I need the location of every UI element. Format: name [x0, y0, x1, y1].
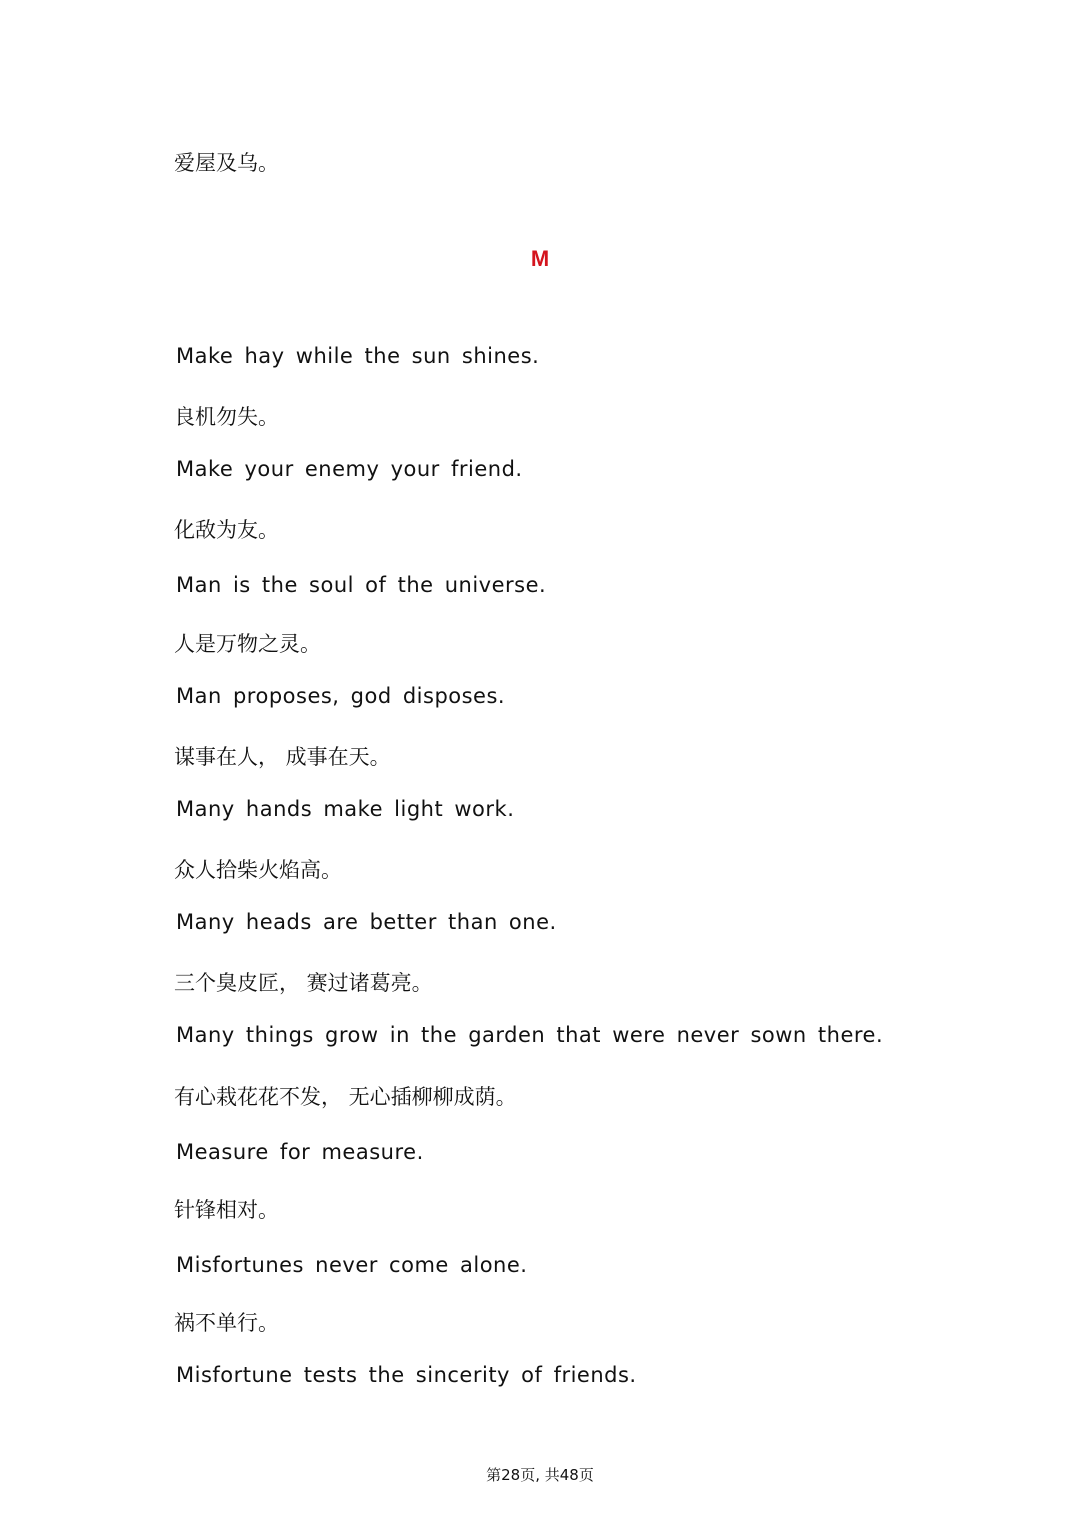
proverb-chinese-3: 人是万物之灵。: [174, 632, 321, 656]
proverb-chinese-7: 有心栽花花不发， 无心插柳柳成荫。: [174, 1085, 517, 1109]
proverb-english-5: Many hands make light work.: [176, 797, 515, 821]
proverb-chinese-2: 化敌为友。: [174, 518, 279, 542]
proverb-english-1: Make hay while the sun shines.: [176, 344, 540, 368]
section-heading-letter: M: [530, 246, 550, 271]
proverb-english-7: Many things grow in the garden that were never sown there.: [176, 1023, 884, 1047]
proverb-english-2: Make your enemy your friend.: [176, 457, 523, 481]
proverb-english-6: Many heads are better than one.: [176, 910, 557, 934]
proverb-english-8: Measure for measure.: [176, 1140, 424, 1164]
intro-chinese-proverb: 爱屋及乌。: [174, 151, 279, 175]
proverb-chinese-8: 针锋相对。: [174, 1198, 279, 1222]
proverb-english-4: Man proposes, god disposes.: [176, 684, 506, 708]
page-number-footer: 第28页, 共48页: [486, 1466, 594, 1484]
proverb-english-10: Misfortune tests the sincerity of friends.: [176, 1363, 637, 1387]
proverb-english-3: Man is the soul of the universe.: [176, 573, 547, 597]
proverb-chinese-5: 众人拾柴火焰高。: [174, 858, 342, 882]
proverb-english-9: Misfortunes never come alone.: [176, 1253, 528, 1277]
proverb-chinese-1: 良机勿失。: [174, 405, 279, 429]
proverb-chinese-6: 三个臭皮匠， 赛过诸葛亮。: [174, 971, 433, 995]
proverb-chinese-9: 祸不单行。: [174, 1311, 279, 1335]
proverb-chinese-4: 谋事在人， 成事在天。: [174, 745, 391, 769]
